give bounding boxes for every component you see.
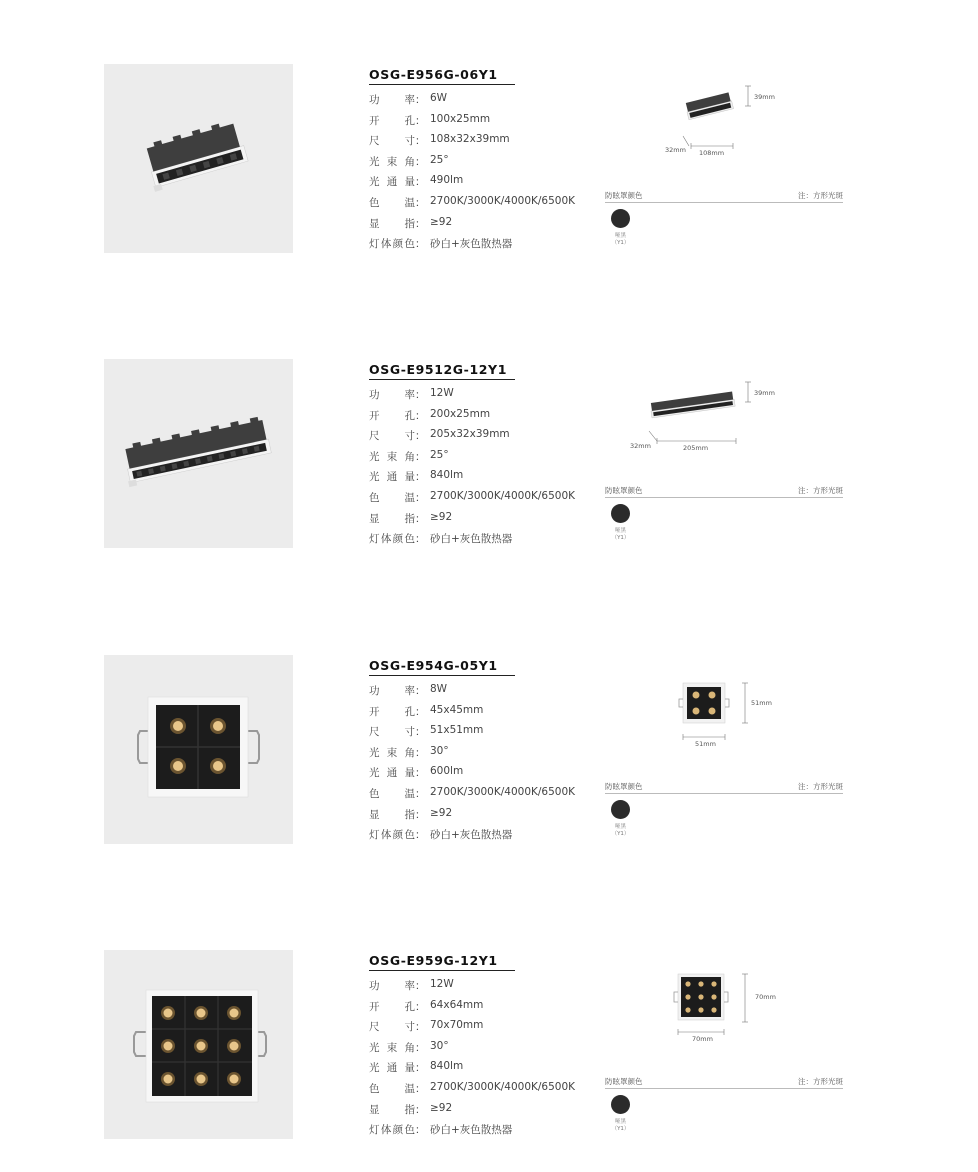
dim-width: 51mm: [695, 740, 716, 748]
dim-height: 39mm: [754, 389, 775, 397]
dim-height: 70mm: [755, 993, 776, 1001]
color-swatch-label: 哑黑 （Y1）: [611, 824, 630, 837]
product-4: [0, 950, 978, 1150]
spec-list: [369, 387, 575, 552]
dimension-drawing: [605, 359, 843, 479]
product-3: [0, 655, 978, 855]
dim-height: 39mm: [754, 93, 775, 101]
spec-size: 尺 寸 ： 205x32x39mm: [369, 428, 510, 443]
spec-cct: 色 温 ： 2700K/3000K/4000K/6500K: [369, 489, 576, 504]
spec-flux: 光 通 量 ： 840lm: [369, 469, 464, 484]
spec-list: [369, 683, 575, 848]
spec-cri: 显 指 ： ≥92: [369, 510, 453, 525]
spec-flux: 光 通 量 ： 490lm: [369, 174, 464, 189]
spec-body-color: 灯体颜色 ： 砂白+灰色散热器: [369, 829, 513, 842]
spec-size: 尺 寸 ： 108x32x39mm: [369, 133, 510, 148]
color-swatch: [611, 209, 630, 228]
glare-cover-color-header: 防眩罩颜色 注：方形光斑: [605, 485, 843, 498]
spec-cutout: 开 孔 ： 45x45mm: [369, 703, 484, 718]
spec-cutout: 开 孔 ： 64x64mm: [369, 998, 484, 1013]
dimension-drawing: [605, 64, 843, 184]
spec-cct: 色 温 ： 2700K/3000K/4000K/6500K: [369, 1080, 576, 1095]
spec-cri: 显 指 ： ≥92: [369, 215, 453, 230]
spec-cutout: 开 孔 ： 100x25mm: [369, 112, 491, 127]
spec-body-color: 灯体颜色 ： 砂白+灰色散热器: [369, 533, 513, 546]
product-photo: [104, 64, 293, 253]
spec-size: 尺 寸 ： 51x51mm: [369, 724, 484, 739]
spec-body-color: 灯体颜色 ： 砂白+灰色散热器: [369, 1124, 513, 1137]
spec-list: [369, 92, 575, 257]
spec-beam: 光 束 角 ： 25°: [369, 448, 449, 463]
glare-cover-color-header: 防眩罩颜色 注：方形光斑: [605, 781, 843, 794]
product-1: [0, 64, 978, 264]
dimension-drawing: [605, 655, 843, 775]
color-swatch-label: 哑黑 （Y1）: [611, 528, 630, 541]
model-number: OSG-E959G-12Y1: [369, 953, 515, 971]
spec-beam: 光 束 角 ： 25°: [369, 153, 449, 168]
spec-power: 功 率 ： 12W: [369, 387, 454, 401]
dimension-drawing: [605, 950, 843, 1070]
spec-size: 尺 寸 ： 70x70mm: [369, 1019, 484, 1034]
spec-power: 功 率 ： 6W: [369, 92, 448, 106]
model-number: OSG-E9512G-12Y1: [369, 362, 515, 380]
dim-width: 70mm: [692, 1035, 713, 1043]
dim-depth: 32mm: [630, 442, 651, 450]
glare-cover-color-header: 防眩罩颜色 注：方形光斑: [605, 190, 843, 203]
spec-cct: 色 温 ： 2700K/3000K/4000K/6500K: [369, 194, 576, 209]
spec-cri: 显 指 ： ≥92: [369, 1101, 453, 1116]
spec-beam: 光 束 角 ： 30°: [369, 744, 449, 759]
dim-width: 108mm: [699, 149, 725, 157]
product-photo: [104, 655, 293, 844]
model-number: OSG-E954G-05Y1: [369, 658, 515, 676]
product-photo: [104, 359, 293, 548]
glare-cover-color-header: 防眩罩颜色 注：方形光斑: [605, 1076, 843, 1089]
color-swatch: [611, 800, 630, 819]
spec-flux: 光 通 量 ： 840lm: [369, 1060, 464, 1075]
spec-cutout: 开 孔 ： 200x25mm: [369, 407, 491, 422]
model-number: OSG-E956G-06Y1: [369, 67, 515, 85]
color-swatch: [611, 504, 630, 523]
color-swatch: [611, 1095, 630, 1114]
spec-body-color: 灯体颜色 ： 砂白+灰色散热器: [369, 238, 513, 251]
product-photo: [104, 950, 293, 1139]
color-swatch-label: 哑黑 （Y1）: [611, 1119, 630, 1132]
dim-depth: 32mm: [665, 146, 686, 154]
spec-power: 功 率 ： 8W: [369, 683, 448, 697]
spec-flux: 光 通 量 ： 600lm: [369, 765, 464, 780]
dim-height: 51mm: [751, 699, 772, 707]
color-swatch-label: 哑黑 （Y1）: [611, 233, 630, 246]
spec-cct: 色 温 ： 2700K/3000K/4000K/6500K: [369, 785, 576, 800]
spec-cri: 显 指 ： ≥92: [369, 806, 453, 821]
spec-power: 功 率 ： 12W: [369, 978, 454, 992]
product-2: [0, 359, 978, 559]
dim-width: 205mm: [683, 444, 709, 452]
spec-beam: 光 束 角 ： 30°: [369, 1039, 449, 1054]
spec-list: [369, 978, 575, 1143]
